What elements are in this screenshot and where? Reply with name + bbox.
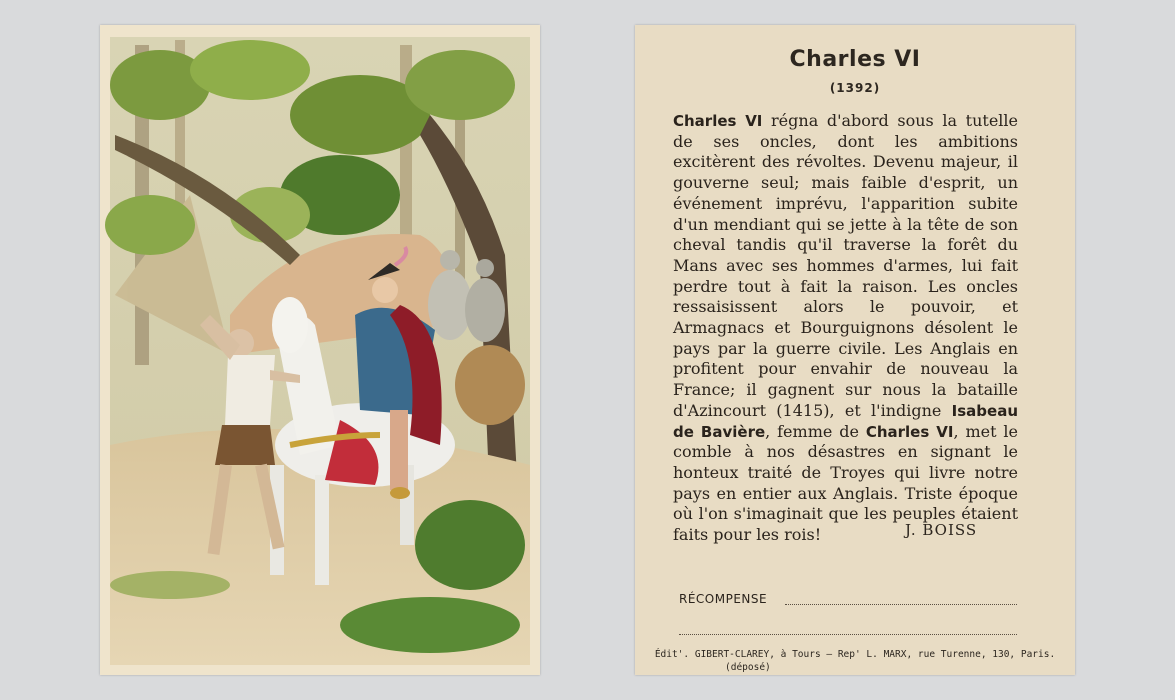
- body-bold-name: Charles VI: [865, 422, 954, 441]
- card-title: Charles VI: [789, 47, 921, 72]
- author-signature: J. BOISS: [905, 521, 978, 539]
- publisher-line: Édit'. GIBERT-CLAREY, à Tours — Rep' L. MARX, rue Turenne, 130, Paris.: [654, 649, 1056, 660]
- recompense-label: RÉCOMPENSE: [679, 592, 768, 606]
- grass-patch: [110, 571, 230, 599]
- card-year: (1392): [829, 81, 881, 95]
- front-card: [100, 25, 540, 675]
- body-text-part: régna d'abord sous la tutelle de ses oncles, dont les ambitions excitèrent des révoltes. Devenu majeur, il gouverne seul; mais faible d'esprit, un événement imprévu, l'apparition subite d'un mendiant qui se jette à la tête de son cheval tandis qu'il traverse la forêt du Mans avec ses hommes d'armes, lui fait perdre tout à fait la raison. Les oncles ressaisissent alors le pouvoir, et Armagnacs et Bourguignons désolent le pays par la guerre civile. Les Anglais en profitent pour envahir de nouveau la France; il gagnent sur nous la bataille d'Azincourt (1415), et l'indigne: [673, 111, 1018, 420]
- back-card: [635, 25, 1075, 675]
- body-text-part: , met le comble à nos désastres en signant le honteux traité de Troyes qui livre notre pays en entier aux Anglais. Triste époque où l'on s'imaginait que les peuples étaient faits pour les rois!: [673, 421, 1018, 545]
- body-bold-name: Charles VI: [673, 112, 763, 130]
- body-bold-name: Isabeau de Bavière: [673, 401, 1018, 441]
- recompense-line: [785, 604, 1017, 605]
- forest-illustration: [100, 25, 540, 675]
- recompense-line-2: [679, 634, 1017, 635]
- body-text-part: , femme de: [765, 421, 866, 441]
- deposee-mark: (déposé): [725, 662, 771, 673]
- bush: [415, 500, 525, 590]
- card-body-text: [673, 111, 1018, 546]
- bush: [340, 597, 520, 653]
